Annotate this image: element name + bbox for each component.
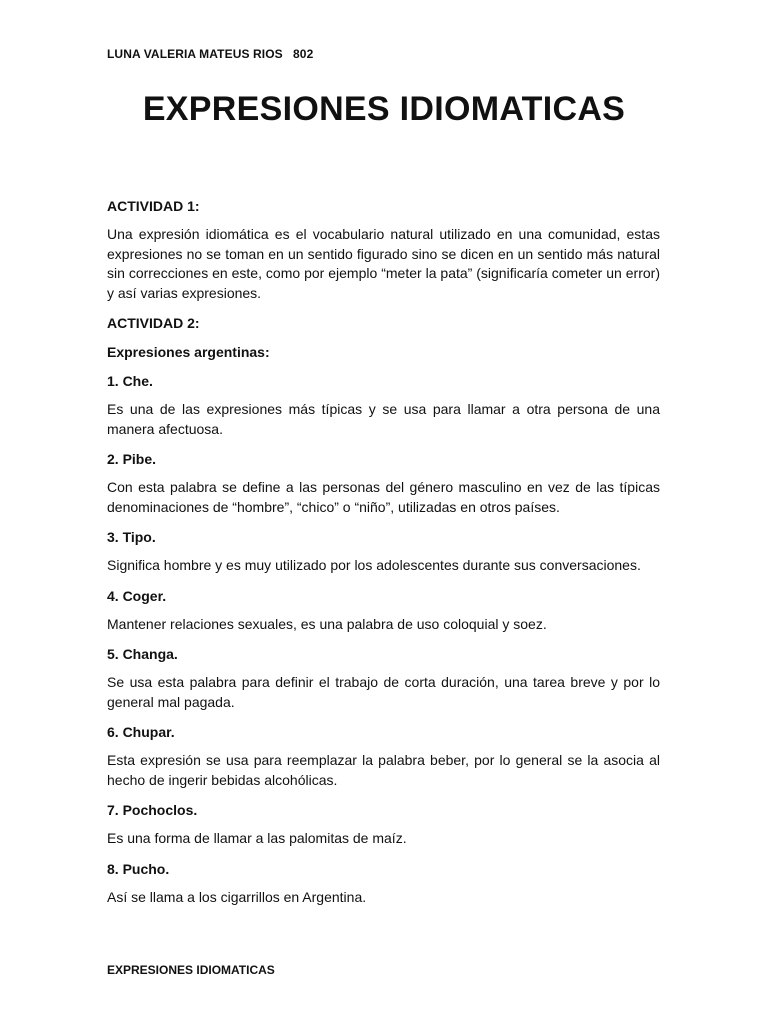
expression-definition: Es una de las expresiones más típicas y se usa para llamar a otra persona de una manera afectuosa. bbox=[107, 401, 660, 437]
expression-definition: Es una forma de llamar a las palomitas de maíz. bbox=[107, 830, 407, 846]
expression-item bbox=[107, 449, 660, 517]
expression-term: 2. Pibe. bbox=[107, 451, 157, 467]
page-title: EXPRESIONES IDIOMATICAS bbox=[142, 90, 626, 128]
expression-item bbox=[107, 859, 660, 908]
expression-term: 6. Chupar. bbox=[107, 724, 175, 740]
expression-item bbox=[107, 527, 660, 576]
activity-2-heading: ACTIVIDAD 2: bbox=[107, 315, 200, 331]
section-subheading: Expresiones argentinas: bbox=[107, 344, 270, 360]
expression-definition: Esta expresión se usa para reemplazar la palabra beber, por lo general se la asocia al hecho de ingerir bebidas alcohólicas. bbox=[107, 752, 660, 788]
expression-item bbox=[107, 800, 660, 849]
expression-term: 3. Tipo. bbox=[107, 529, 156, 545]
activity-1-text: Una expresión idiomática es el vocabulario natural utilizado en una comunidad, estas expresiones no se toman en un sentido figurado sino se dicen en un sentido más natural sin correcciones en este, como por ejemplo “meter la pata” (significaría cometer un error) y así varias expresiones. bbox=[107, 226, 660, 301]
expression-definition: Con esta palabra se define a las personas del género masculino en vez de las típicas denominaciones de “hombre”, “chico” o “niño”, utilizadas en otros países. bbox=[107, 479, 660, 515]
expression-definition: Significa hombre y es muy utilizado por los adolescentes durante sus conversaciones. bbox=[107, 557, 641, 573]
expression-term: 8. Pucho. bbox=[107, 860, 170, 877]
document-body bbox=[107, 196, 660, 917]
expression-definition: Así se llama a los cigarrillos en Argentina. bbox=[107, 888, 367, 905]
expression-term: 4. Coger. bbox=[107, 587, 167, 604]
expression-item bbox=[107, 722, 660, 790]
expression-item bbox=[107, 371, 660, 439]
expression-term: 7. Pochoclos. bbox=[107, 802, 198, 818]
expression-definition: Se usa esta palabra para definir el trabajo de corta duración, una tarea breve y por lo general mal pagada. bbox=[107, 674, 660, 710]
expression-item bbox=[107, 644, 660, 712]
page-footer: EXPRESIONES IDIOMATICAS bbox=[107, 963, 275, 977]
author-header: LUNA VALERIA MATEUS RIOS 802 bbox=[107, 47, 314, 61]
expression-definition: Mantener relaciones sexuales, es una palabra de uso coloquial y soez. bbox=[107, 615, 547, 632]
expression-term: 5. Changa. bbox=[107, 646, 178, 662]
expression-term: 1. Che. bbox=[107, 373, 153, 389]
expression-item bbox=[107, 586, 660, 635]
activity-1-heading: ACTIVIDAD 1: bbox=[107, 198, 200, 214]
